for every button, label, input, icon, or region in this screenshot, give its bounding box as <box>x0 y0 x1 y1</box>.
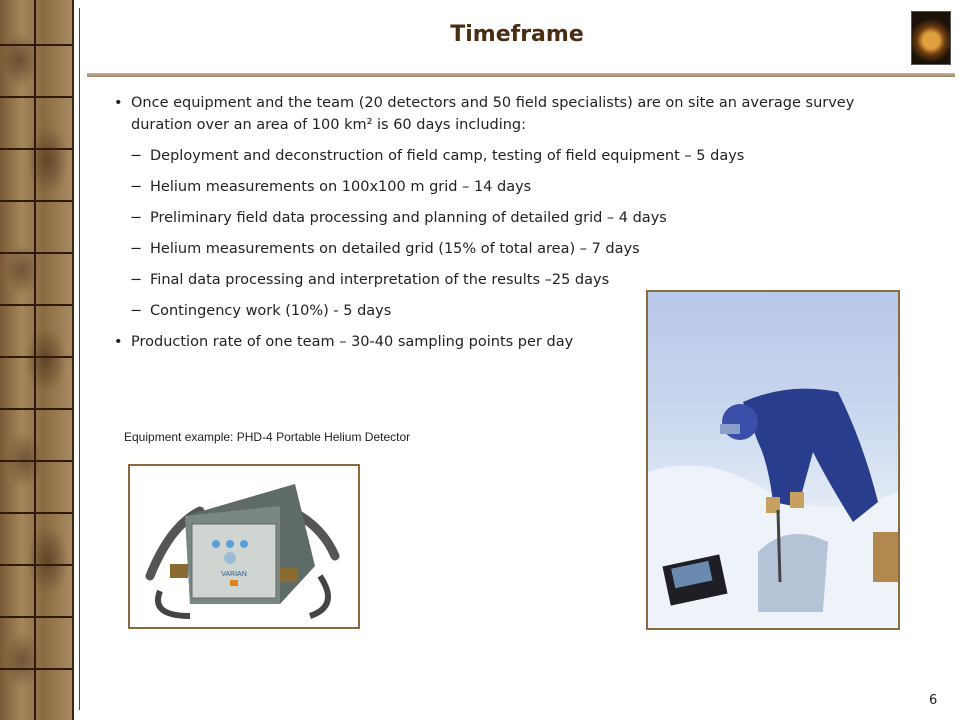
sub-item-final-processing: − Final data processing and interpretation of the results –25 days <box>112 269 912 291</box>
sub-item-detailed-grid: − Helium measurements on detailed grid (15% of total area) – 7 days <box>112 238 912 260</box>
wood-border-edge <box>72 0 74 720</box>
slide-title: Timeframe <box>450 22 584 47</box>
title-underline <box>87 73 955 77</box>
device-brand-label: VARIAN <box>221 571 247 578</box>
equipment-caption: Equipment example: PHD-4 Portable Helium Detector <box>124 430 411 444</box>
sub-item-deployment: − Deployment and deconstruction of field camp, testing of field equipment – 5 days <box>112 145 912 167</box>
snow-field-worker-illustration <box>648 292 898 628</box>
helium-detector-photo <box>128 464 360 629</box>
field-survey-photo <box>646 290 900 630</box>
wood-border-decoration <box>0 0 72 720</box>
vertical-divider <box>79 8 80 710</box>
sub-item-preliminary-processing: − Preliminary field data processing and planning of detailed grid – 4 days <box>112 207 912 229</box>
sub-item-grid-measurements: − Helium measurements on 100x100 m grid – 14 days <box>112 176 912 198</box>
company-logo <box>911 11 951 65</box>
bullet-production-rate: • Production rate of one team – 30-40 sampling points per day <box>112 331 912 353</box>
sub-item-contingency: − Contingency work (10%) - 5 days <box>112 300 912 322</box>
bullet-survey-duration: • Once equipment and the team (20 detectors and 50 field specialists) are on site an average survey duration over an area of 100 km² is 60 days including: <box>112 92 912 136</box>
page-number: 6 <box>929 693 938 708</box>
helium-detector-illustration <box>130 466 358 627</box>
